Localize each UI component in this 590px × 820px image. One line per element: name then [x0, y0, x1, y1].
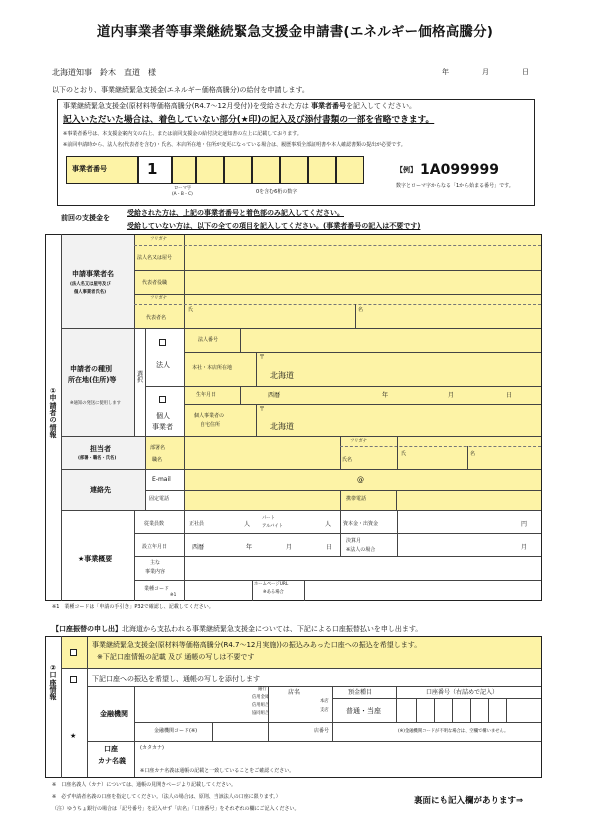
previous-received: 受給された方は、上記の事業者番号と着色部のみ記入してください。	[127, 209, 344, 217]
previous-label: 前回の支援金を	[61, 214, 110, 222]
business-number-digit-cell[interactable]	[252, 156, 280, 184]
business-number-first-digit: 1	[147, 160, 158, 178]
page-title: 道内事業者等事業継続緊急支援金申請書(エネルギー価格高騰分)	[96, 24, 494, 40]
business-number-romaji-cell[interactable]	[172, 156, 196, 184]
business-number-digit-cell[interactable]	[224, 156, 252, 184]
example-value: 1A099999	[420, 162, 500, 178]
option1-line2: ※下記口座情報の記載 及び 通帳の写しは不要です	[97, 653, 255, 661]
intro-text: 以下のとおり、事業継続緊急支援金(エネルギー価格高騰分)の給付を申請します。	[52, 86, 309, 94]
example-caption: 数字とローマ字からなる「1から始まる番号」です。	[396, 183, 514, 189]
corporation-label: 法人	[156, 361, 170, 369]
use-previous-account-checkbox[interactable]	[70, 649, 77, 656]
business-number-digit-cell[interactable]	[196, 156, 224, 184]
back-side-note: 裏面にも記入欄があります⇒	[414, 796, 524, 806]
option2-text: 下記口座への振込を希望し、通帳の写しを添付します	[92, 675, 260, 683]
notice-note2: ※前回申請時から、法人名(代表者を含む)・氏名、本店所在地・住所が変更になっている場合は、履歴事項全部証明書や本人確認書類の提出が必要です。	[63, 142, 406, 148]
deposit-type-value: 普通・当座	[346, 707, 381, 715]
contact-label: 連絡先	[90, 486, 111, 494]
individual-checkbox[interactable]	[159, 396, 166, 403]
applicant-name-label: 申請事業者名	[72, 270, 114, 278]
bank-transfer-heading: 【口座振替の申し出】北海道から支払われる事業継続緊急支援金については、下記による口座振替払いを申し出ます。	[52, 625, 423, 633]
previous-not-received: 受給していない方は、以下の全ての項目を記入してください。(事業者番号の記入は不要です)	[127, 222, 421, 230]
contact-person-label: 担当者	[90, 445, 111, 453]
business-number-label: 事業者番号	[72, 165, 107, 173]
individual-label: 個人	[156, 412, 170, 420]
romaji-caption2: (A・B・C)	[172, 192, 193, 197]
notice-line1: 事業継続緊急支援金(原材料等価格高騰分(R4.7～12月受付))を受給された方は 事業者番号を記入してください。	[63, 102, 417, 110]
notice-line2: 記入いただいた場合は、着色していない部分(★印)の記入及び添付書類の一部を省略できます。	[63, 115, 435, 125]
addressee: 北海道知事 鈴木 直道 様	[52, 68, 156, 77]
business-number-digit-cell[interactable]	[280, 156, 308, 184]
date-month-label: 月	[482, 68, 489, 76]
date-year-label: 年	[442, 68, 449, 76]
industry-code-footnote: ※1 業種コードは「申請の手引き」P32で確認し、記載してください。	[52, 604, 214, 610]
indiv-prefecture: 北海道	[270, 422, 294, 431]
romaji-caption: ローマ字	[174, 186, 192, 191]
date-day-label: 日	[522, 68, 529, 76]
business-number-digit-cell[interactable]	[336, 156, 364, 184]
example-label: 【例】	[396, 166, 417, 174]
new-account-checkbox[interactable]	[70, 676, 77, 683]
account-holder-label: 口座	[104, 745, 118, 753]
business-overview-label: ★事業概要	[78, 555, 113, 563]
bank-label: 金融機関	[100, 710, 128, 718]
digits-caption: 0を含む6桁の数字	[256, 189, 298, 195]
bank-info-side-label: ②口座情報	[49, 664, 57, 702]
corp-prefecture: 北海道	[270, 371, 294, 380]
corporation-checkbox[interactable]	[159, 339, 166, 346]
notice-note1: ※事業者番号は、本支援金案内文の右上、または前回支援金の給付決定通知書の左上に記載しております。	[63, 131, 302, 137]
star-mark: ★	[70, 732, 77, 740]
option1-line1: 事業継続緊急支援金(原材料等価格高騰分(R4.7～12月実施))の振込みあった口座への振込を希望します。	[92, 641, 422, 649]
business-number-digit-cell[interactable]	[308, 156, 336, 184]
applicant-info-side-label: ①申請者の情報	[49, 387, 57, 440]
applicant-type-label: 申請者の種別	[70, 365, 112, 373]
